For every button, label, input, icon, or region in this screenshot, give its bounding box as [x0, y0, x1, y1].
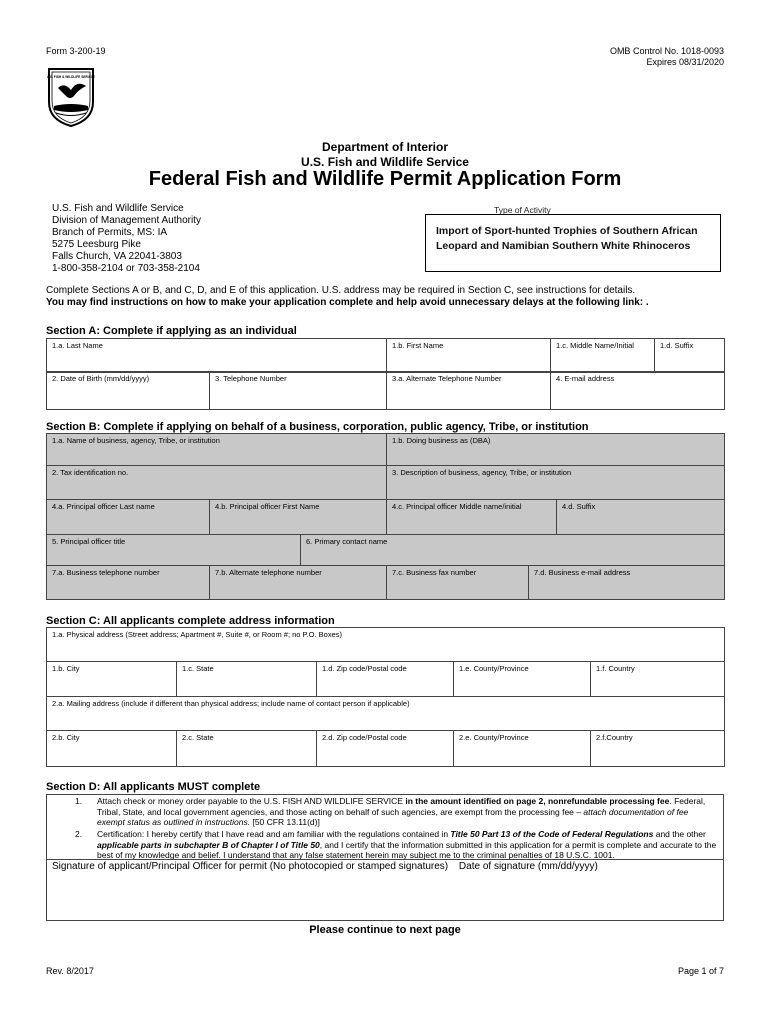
revision-date: Rev. 8/2017 — [46, 966, 94, 976]
section-b-row5 — [46, 565, 725, 600]
email-field[interactable]: 4. E-mail address — [551, 372, 725, 410]
date-of-birth-field[interactable]: 2. Date of Birth (mm/dd/yyyy) — [47, 372, 210, 410]
fee-text-bold: in the amount identified on page 2, nonrefundable processing fee — [402, 796, 670, 806]
business-alt-phone-field[interactable]: 7.b. Alternate telephone number — [210, 566, 387, 600]
mailing-address-block — [52, 203, 201, 275]
mailing-county-field[interactable]: 2.e. County/Province — [454, 731, 591, 767]
cert-text-emphasis: Title 50 Part 13 of the Code of Federal Regulations — [450, 829, 654, 839]
type-of-activity-label: Type of Activity — [494, 205, 551, 215]
item-number: 1. — [75, 796, 83, 806]
section-d-box — [46, 794, 724, 921]
business-description-field[interactable]: 3. Description of business, agency, Tribe, or institution — [387, 466, 725, 501]
header-heading — [0, 140, 770, 170]
mailing-country-field[interactable]: 2.f.Country — [591, 731, 725, 767]
agency-name: U.S. Fish and Wildlife Service — [301, 155, 469, 169]
section-d-title: Section D: All applicants MUST complete — [46, 781, 261, 793]
mailing-zip-code-field[interactable]: 2.d. Zip code/Postal code — [317, 731, 454, 767]
section-b-row4 — [46, 534, 725, 567]
fee-text: [50 CFR 13.11(d)] — [250, 817, 320, 827]
section-c-table — [46, 627, 725, 767]
address-line: Division of Management Authority — [52, 215, 201, 226]
city-field[interactable]: 1.b. City — [47, 662, 177, 697]
signature-date-label: Date of signature (mm/dd/yyyy) — [458, 861, 598, 872]
logo-text: U.S. FISH & WILDLIFE SERVICE — [46, 75, 96, 79]
section-a-table — [46, 338, 725, 373]
department-name: Department of Interior — [321, 140, 448, 154]
officer-last-name-field[interactable]: 4.a. Principal officer Last name — [47, 500, 210, 536]
business-email-field[interactable]: 7.d. Business e-mail address — [529, 566, 725, 600]
section-a-table-row2 — [46, 371, 725, 410]
primary-contact-field[interactable]: 6. Primary contact name — [301, 535, 725, 567]
dba-field[interactable]: 1.b. Doing business as (DBA) — [387, 434, 725, 466]
fee-text: . Federal, Tribal, State, and local government agencies, and those acting on behalf of such agencies, are exempt from the processing fee – — [97, 796, 706, 817]
signature-divider — [47, 859, 723, 860]
cert-text-emphasis: applicable parts in subchapter B of Chapter I of Title 50 — [97, 839, 320, 850]
officer-first-name-field[interactable]: 4.b. Principal officer First Name — [210, 500, 387, 536]
officer-middle-name-field[interactable]: 4.c. Principal officer Middle name/initial — [387, 500, 557, 536]
county-field[interactable]: 1.e. County/Province — [454, 662, 591, 697]
mailing-state-field[interactable]: 2.c. State — [177, 731, 317, 767]
mailing-address-field[interactable]: 2.a. Mailing address (include if different than physical address; include name of contact person if applicable) — [47, 697, 725, 731]
address-line: 1-800-358-2104 or 703-358-2104 — [52, 263, 200, 274]
section-a-title: Section A: Complete if applying as an individual — [46, 325, 297, 337]
mailing-city-field[interactable]: 2.b. City — [47, 731, 177, 767]
cert-text: , and I certify that the information submitted in this application for a permit is complete and accurate to the best of my knowledge and belief. I understand that any false statement herein may subject me to the criminal penalties of 18 U.S.C. 1001. — [97, 839, 717, 860]
address-line: 5275 Leesburg Pike — [52, 239, 141, 250]
middle-name-field[interactable]: 1.c. Middle Name/Initial — [551, 339, 655, 373]
omb-info — [610, 46, 724, 68]
page-number: Page 1 of 7 — [677, 966, 724, 976]
certification-text — [97, 829, 717, 861]
section-b-row1 — [46, 433, 725, 501]
cert-text: and the other — [653, 829, 706, 839]
country-field[interactable]: 1.f. Country — [591, 662, 725, 697]
section-b-title: Section B: Complete if applying on behalf of a business, corporation, public agency, Tribe, or institution — [46, 421, 589, 433]
telephone-field[interactable]: 3. Telephone Number — [210, 372, 387, 410]
physical-address-field[interactable]: 1.a. Physical address (Street address; Apartment #, Suite #, or Room #; no P.O. Boxes) — [47, 628, 725, 662]
last-name-field[interactable]: 1.a. Last Name — [47, 339, 387, 373]
address-line: Branch of Permits, MS: IA — [52, 227, 168, 238]
state-field[interactable]: 1.c. State — [177, 662, 317, 697]
alternate-telephone-field[interactable]: 3.a. Alternate Telephone Number — [387, 372, 551, 410]
item-number: 2. — [75, 829, 83, 839]
business-fax-field[interactable]: 7.c. Business fax number — [387, 566, 529, 600]
instructions-link-line: You may find instructions on how to make your application complete and help avoid unnecessary delays at the following link: . — [46, 297, 649, 308]
fee-text: Attach check or money order payable to the U.S. FISH AND WILDLIFE SERVICE — [97, 796, 403, 806]
usfws-logo-icon — [46, 66, 96, 128]
tax-id-field[interactable]: 2. Tax identification no. — [47, 466, 387, 501]
page-title: Federal Fish and Wildlife Permit Application Form — [148, 168, 622, 190]
instructions-line: Complete Sections A or B, and C, D, and E of this application. U.S. address may be required in Section C, see instructions for details. — [46, 285, 636, 296]
fee-text-italic: attach documentation of fee exempt status as outlined in instructions. — [97, 806, 689, 827]
expiration-date: Expires 08/31/2020 — [646, 57, 724, 67]
section-c-title: Section C: All applicants complete address information — [46, 615, 335, 627]
officer-suffix-field[interactable]: 4.d. Suffix — [557, 500, 725, 536]
address-line: Falls Church, VA 22041-3803 — [52, 251, 182, 262]
signature-field[interactable] — [52, 861, 598, 872]
continue-note: Please continue to next page — [309, 924, 461, 936]
omb-control-number: OMB Control No. 1018-0093 — [609, 46, 724, 56]
address-line: U.S. Fish and Wildlife Service — [52, 203, 184, 214]
officer-title-field[interactable]: 5. Principal officer title — [47, 535, 301, 567]
form-number: Form 3-200-19 — [46, 46, 106, 56]
type-of-activity-field[interactable]: Import of Sport-hunted Trophies of Southern African Leopard and Namibian Southern White Rhinoceros — [425, 214, 721, 272]
signature-label: Signature of applicant/Principal Officer for permit (No photocopied or stamped signatures) — [52, 861, 449, 872]
business-name-field[interactable]: 1.a. Name of business, agency, Tribe, or institution — [47, 434, 387, 466]
zip-code-field[interactable]: 1.d. Zip code/Postal code — [317, 662, 454, 697]
instructions — [46, 285, 649, 309]
cert-text: Certification: I hereby certify that I have read and am familiar with the regulations contained in — [97, 829, 451, 839]
suffix-field[interactable]: 1.d. Suffix — [655, 339, 725, 373]
first-name-field[interactable]: 1.b. First Name — [387, 339, 551, 373]
section-b-row3 — [46, 499, 725, 536]
business-phone-field[interactable]: 7.a. Business telephone number — [47, 566, 210, 600]
fee-instruction — [97, 796, 717, 828]
